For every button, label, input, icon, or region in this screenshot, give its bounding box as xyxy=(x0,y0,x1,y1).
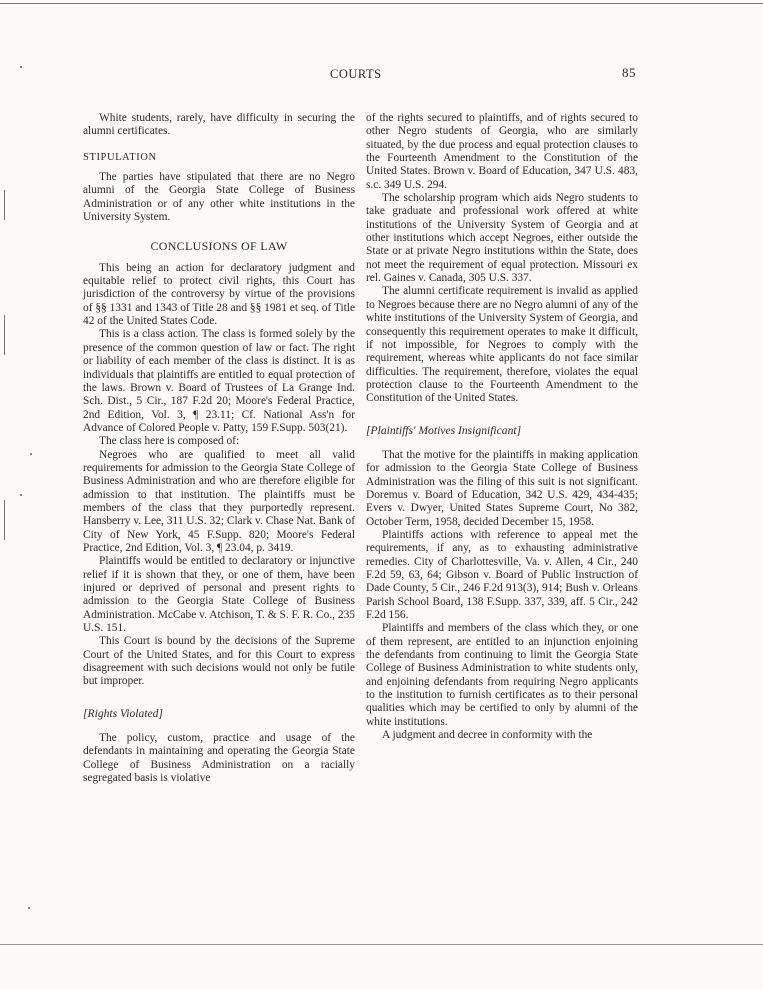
section-heading-conclusions: CONCLUSIONS OF LAW xyxy=(150,239,288,254)
paragraph: This Court is bound by the decisions of the Supreme Court of the United States, and for this Court to express disagreement with such decisions would not only be futile but improper. xyxy=(83,635,355,688)
paragraph: Plaintiffs would be entitled to declaratory or injunctive relief if it is shown that they, or one of them, have been injured or deprived of personal and present rights to admission to the Georgia State College of Business Administration. McCabe v. Atchison, T. & S. F. R. Co., 235 U.S. 151. xyxy=(83,555,355,635)
paragraph: The parties have stipulated that there are no Negro alumni of the Georgia State College of Business Administration or of any other white institutions in the University System. xyxy=(83,171,355,224)
paragraph: A judgment and decree in conformity with the xyxy=(382,729,593,742)
right-column xyxy=(366,112,638,742)
margin-mark xyxy=(4,500,5,540)
paragraph: Plaintiffs and members of the class which they, or one of them represent, are entitled to an injunction enjoining the defendants from continuing to limit the Georgia State College of Business Administration to white students only, and enjoining defendants from requiring Negro applicants to the institution to furnish certificates as to their personal qualities which may be certified to only by alumni of the white institutions. xyxy=(366,622,638,728)
section-heading-rights-violated: [Rights Violated] xyxy=(83,706,163,720)
margin-dot xyxy=(20,494,22,496)
margin-dot xyxy=(30,453,32,455)
paragraph: That the motive for the plaintiffs in making application for admission to the Georgia State College of Business Administration was the filing of this suit is not significant. Doremus v. Board of Education, 342 U.S. 429, 434-435; Evers v. Dwyer, United States Supreme Court, No 382, October Term, 1958, decided December 15, 1958. xyxy=(366,448,638,528)
left-column xyxy=(83,112,355,785)
margin-mark xyxy=(4,315,5,355)
running-head: COURTS xyxy=(330,67,382,81)
paragraph: The alumni certificate requirement is invalid as applied to Negroes because there are no Negro alumni of any of the white institutions of the University System of Georgia, and consequently this requirement operates to make it difficult, if not impossible, for Negroes to comply with the requirement, whereas white applicants do not face similar difficulties. The requirement, therefore, violates the equal protection clause to the Fourteenth Amendment to the Constitution of the United States. xyxy=(366,285,638,405)
page-header xyxy=(0,67,763,87)
paragraph: of the rights secured to plaintiffs, and of rights secured to other Negro students of Georgia, who are similarly situated, by the due process and equal protection clauses to the Fourteenth Amendment to the Constitution of the United States. Brown v. Board of Education, 347 U.S. 483, s.c. 349 U.S. 294. xyxy=(366,112,638,191)
paragraph: The policy, custom, practice and usage of the defendants in maintaining and operating the Georgia State College of Business Administration on a racially segregated basis is violative xyxy=(83,732,355,785)
paragraph: The scholarship program which aids Negro students to take graduate and professional work offered at white institutions of the University System of Georgia and at other institutions which accept Negroes, either outside the State or at private Negro institutions within the State, does not meet the requirement of equal protection. Missouri ex rel. Gaines v. Canada, 305 U.S. 337. xyxy=(366,192,638,285)
bottom-scan-edge xyxy=(0,944,763,945)
section-heading-motives: [Plaintiffs' Motives Insignificant] xyxy=(366,423,522,437)
margin-mark xyxy=(4,190,5,220)
paragraph: White students, rarely, have difficulty in securing the alumni certificates. xyxy=(83,112,355,138)
margin-dot xyxy=(28,907,30,909)
paragraph: The class here is composed of: xyxy=(99,435,240,448)
paragraph: Plaintiffs actions with reference to appeal met the requirements, if any, as to exhausting administrative remedies. City of Charlottesville, Va. v. Allen, 4 Cir., 240 F.2d 59, 63, 64; Gibson v. Board of Public Instruction of Dade County, 5 Cir., 246 F.2d 913(3), 914; Bush v. Orleans Parish School Board, 138 F.Supp. 337, 339, aff. 5 Cir., 242 F.2d 156. xyxy=(366,528,638,622)
page-number: 85 xyxy=(622,65,636,80)
paragraph: This is a class action. The class is formed solely by the presence of the common question of law or fact. The right or liability of each member of the class is distinct. It is as individuals that plaintiffs are entitled to equal protection of the laws. Brown v. Board of Trustees of La Grange Ind. Sch. Dist., 5 Cir., 187 F.2d 20; Moore's Federal Practice, 2nd Edition, Vol. 3, ¶ 23.11; Cf. National Ass'n for Advance of Colored People v. Patty, 159 F.Supp. 503(21). xyxy=(83,328,355,434)
section-heading-stipulation: STIPULATION xyxy=(83,151,157,163)
paragraph: This being an action for declaratory judgment and equitable relief to protect civil rights, this Court has jurisdiction of the controversy by virtue of the provisions of §§ 1331 and 1343 of Title 28 and §§ 1981 et seq. of Title 42 of the United States Code. xyxy=(83,261,355,328)
paragraph: Negroes who are qualified to meet all valid requirements for admission to the Georgia State College of Business Administration and who are therefore eligible for admission to that institution. The plaintiffs must be members of the class that they purportedly represent. Hansberry v. Lee, 311 U.S. 32; Clark v. Chase Nat. Bank of City of New York, 45 F.Supp. 820; Moore's Federal Practice, 2nd Edition, Vol. 3, ¶ 23.04, p. 3419. xyxy=(83,448,355,554)
top-scan-edge xyxy=(0,3,763,4)
